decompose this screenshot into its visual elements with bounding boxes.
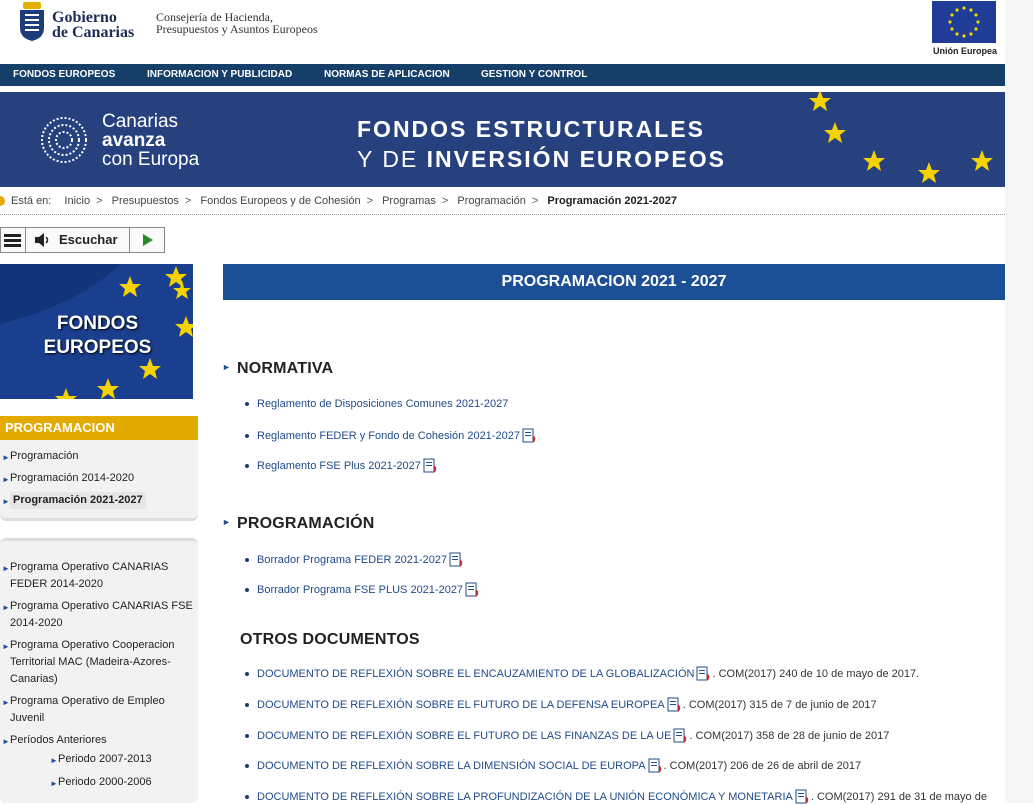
nav-item-normas[interactable]: NORMAS DE APLICACION (324, 69, 450, 80)
sidebar-menu-programas (0, 538, 198, 803)
sidebar-section-title: PROGRAMACION (0, 416, 198, 440)
pdf-audio-icon[interactable] (673, 728, 689, 744)
eu-label: Unión Europea (932, 46, 997, 56)
breadcrumb-item-programacion[interactable]: Programación (457, 195, 526, 207)
link-doc-defensa[interactable]: DOCUMENTO DE REFLEXIÓN SOBRE EL FUTURO DE LA DEFENSA EUROPEA (257, 698, 665, 711)
banner-brand-line2: avanza (102, 130, 166, 151)
link-doc-finanzas[interactable]: DOCUMENTO DE REFLEXIÓN SOBRE EL FUTURO DE LAS FINANZAS DE LA UE (257, 729, 672, 742)
sidebar-item-po-canarias-feder-line1: Programa Operativo CANARIAS (10, 561, 169, 573)
consejeria-line1: Consejería de Hacienda, (156, 10, 273, 24)
breadcrumb-item-inicio[interactable]: Inicio (64, 195, 91, 207)
list-item (245, 728, 889, 744)
sidebar-item-po-mac-line3: Canarias) (10, 673, 58, 685)
arrow-bullet-icon: ► (2, 497, 10, 506)
doc-reference: . COM(2017) 358 de 28 de junio de 2017 (689, 729, 890, 742)
list-item (245, 458, 439, 474)
side-image-line2: EUROPEOS (43, 337, 152, 358)
breadcrumb-item-programas[interactable]: Programas (382, 195, 436, 207)
consejeria-line2: Presupuestos y Asuntos Europeos (156, 22, 318, 36)
pdf-audio-icon[interactable] (465, 582, 481, 598)
sidebar-item-po-empleo-juvenil[interactable] (10, 693, 165, 727)
arrow-bullet-icon: ► (2, 603, 10, 612)
pdf-audio-icon[interactable] (696, 666, 712, 682)
link-reglamento-fse[interactable]: Reglamento FSE Plus 2021-2027 (257, 459, 421, 472)
link-reglamento-disposiciones[interactable]: Reglamento de Disposiciones Comunes 2021-2027 (257, 398, 509, 410)
sidebar-item-periodos-anteriores[interactable]: Períodos Anteriores (10, 734, 107, 746)
listen-button-label[interactable]: Escuchar (59, 232, 118, 247)
sidebar-item-po-canarias-fse[interactable] (10, 598, 193, 632)
list-item (245, 697, 877, 713)
side-image-line1: FONDOS (56, 313, 139, 334)
sidebar-item-po-canarias-feder-line2: FEDER 2014-2020 (10, 578, 103, 590)
page-right-margin (1005, 0, 1033, 803)
sidebar-item-programacion-2021-2027[interactable]: Programación 2021-2027 (10, 492, 146, 509)
page-title: PROGRAMACION 2021 - 2027 (223, 264, 1005, 300)
banner-brand-line1: Canarias (102, 111, 179, 132)
sidebar-item-po-mac-line1: Programa Operativo Cooperacion (10, 639, 175, 651)
arrow-bullet-icon: ► (222, 362, 231, 372)
breadcrumb-marker-icon (0, 196, 5, 206)
speaker-icon[interactable] (34, 233, 52, 247)
sidebar-item-po-canarias-fse-line2: 2014-2020 (10, 617, 63, 629)
sidebar-item-periodo-2000-2006[interactable]: Periodo 2000-2006 (58, 776, 152, 788)
arrow-bullet-icon: ► (222, 517, 231, 527)
sidebar-item-po-mac-line2: Territorial MAC (Madeira-Azores- (10, 656, 171, 668)
list-item (245, 428, 538, 444)
list-item (245, 666, 919, 682)
nav-item-fondos-europeos[interactable]: FONDOS EUROPEOS (13, 69, 116, 80)
eu-flag-icon (932, 1, 996, 43)
eu-stars-icon (800, 92, 1005, 187)
nav-item-informacion[interactable]: INFORMACION Y PUBLICIDAD (147, 69, 293, 80)
pdf-audio-icon[interactable] (449, 552, 465, 568)
link-doc-union-economica[interactable]: DOCUMENTO DE REFLEXIÓN SOBRE LA PROFUNDIZACIÓN DE LA UNIÓN ECONÓMICA Y MONETARIA (257, 790, 793, 803)
pdf-audio-icon[interactable] (522, 428, 538, 444)
sidebar-item-programacion-2014-2020[interactable]: Programación 2014-2020 (10, 472, 135, 484)
pdf-audio-icon[interactable] (423, 458, 439, 474)
heading-programacion: PROGRAMACIÓN (237, 515, 375, 532)
heading-otros-documentos: OTROS DOCUMENTOS (240, 631, 420, 648)
sidebar-item-programacion[interactable]: Programación (10, 450, 79, 462)
doc-reference: . COM(2017) 315 de 7 de junio de 2017 (682, 698, 877, 711)
pdf-audio-icon[interactable] (648, 758, 664, 774)
banner-brand (102, 112, 199, 169)
menu-icon[interactable] (1, 228, 26, 252)
list-item (245, 582, 481, 598)
play-icon (142, 234, 154, 246)
gobierno-shield-icon[interactable] (17, 2, 47, 42)
nav-item-gestion[interactable]: GESTION Y CONTROL (481, 69, 588, 80)
banner-title (357, 114, 726, 174)
sidebar-menu-programacion (0, 440, 198, 521)
link-reglamento-feder[interactable]: Reglamento FEDER y Fondo de Cohesión 2021-2027 (257, 429, 520, 442)
sidebar-item-po-cooperacion-mac[interactable] (10, 637, 174, 688)
link-doc-dimension-social[interactable]: DOCUMENTO DE REFLEXIÓN SOBRE LA DIMENSIÓN SOCIAL DE EUROPA (257, 759, 646, 772)
banner-title-line2-bold: INVERSIÓN EUROPEOS (426, 146, 726, 172)
list-item (245, 552, 465, 568)
list-item (245, 758, 861, 774)
play-button[interactable] (129, 228, 166, 252)
arrow-bullet-icon: ► (2, 737, 10, 746)
site-header (0, 0, 1005, 64)
side-image-text (30, 312, 165, 360)
consejeria-name (156, 11, 376, 35)
banner-title-line1: FONDOS ESTRUCTURALES (357, 116, 705, 142)
gobierno-line1: Gobierno (52, 9, 117, 26)
banner-title-line2-prefix: Y DE (357, 146, 427, 172)
arrow-bullet-icon: ► (2, 475, 10, 484)
breadcrumb-label: Está en: (11, 195, 52, 207)
doc-reference: . COM(2017) 240 de 10 de mayo de 2017. (712, 667, 920, 680)
doc-reference: . COM(2017) 206 de 26 de abril de 2017 (663, 759, 862, 772)
pdf-audio-icon[interactable] (667, 697, 683, 713)
arrow-bullet-icon: ► (2, 698, 10, 707)
main-nav (0, 64, 1005, 86)
sidebar-item-po-empleo-line1: Programa Operativo de Empleo (10, 695, 165, 707)
sidebar-item-periodo-2007-2013[interactable]: Periodo 2007-2013 (58, 753, 152, 765)
sidebar-item-po-canarias-feder[interactable] (10, 559, 168, 593)
gobierno-line2: de Canarias (52, 24, 135, 41)
arrow-bullet-icon: ► (2, 642, 10, 651)
listen-toolbar (0, 227, 165, 253)
gobierno-logo-text[interactable] (52, 10, 134, 40)
fondos-europeos-image[interactable] (0, 264, 193, 399)
arrow-bullet-icon: ► (2, 453, 10, 462)
banner (0, 92, 1005, 187)
breadcrumb: Está en: Inicio > Presupuestos > Fondos Europeos y de Cohesión > Programas > Programación > Programación 2021-2027 (0, 192, 1005, 215)
breadcrumb-current: Programación 2021-2027 (547, 195, 678, 207)
doc-reference: . COM(2017) 291 de 31 de mayo de (810, 790, 987, 803)
sidebar-item-po-canarias-fse-line1: Programa Operativo CANARIAS FSE (10, 600, 193, 612)
arrow-bullet-icon: ► (50, 756, 58, 765)
banner-brand-line3: con Europa (102, 149, 200, 170)
sidebar-item-po-empleo-line2: Juvenil (10, 712, 45, 724)
breadcrumb-item-fondos[interactable]: Fondos Europeos y de Cohesión (200, 195, 361, 207)
link-doc-globalizacion[interactable]: DOCUMENTO DE REFLEXIÓN SOBRE EL ENCAUZAMIENTO DE LA GLOBALIZACIÓN (257, 667, 695, 680)
arrow-bullet-icon: ► (2, 564, 10, 573)
link-borrador-feder[interactable]: Borrador Programa FEDER 2021-2027 (257, 553, 448, 566)
link-borrador-fse-plus[interactable]: Borrador Programa FSE PLUS 2021-2027 (257, 583, 464, 596)
heading-normativa: NORMATIVA (237, 360, 334, 377)
list-item (245, 397, 508, 411)
breadcrumb-item-presupuestos[interactable]: Presupuestos (111, 195, 179, 207)
canarias-avanza-logo-icon (28, 114, 98, 166)
arrow-bullet-icon: ► (50, 779, 58, 788)
